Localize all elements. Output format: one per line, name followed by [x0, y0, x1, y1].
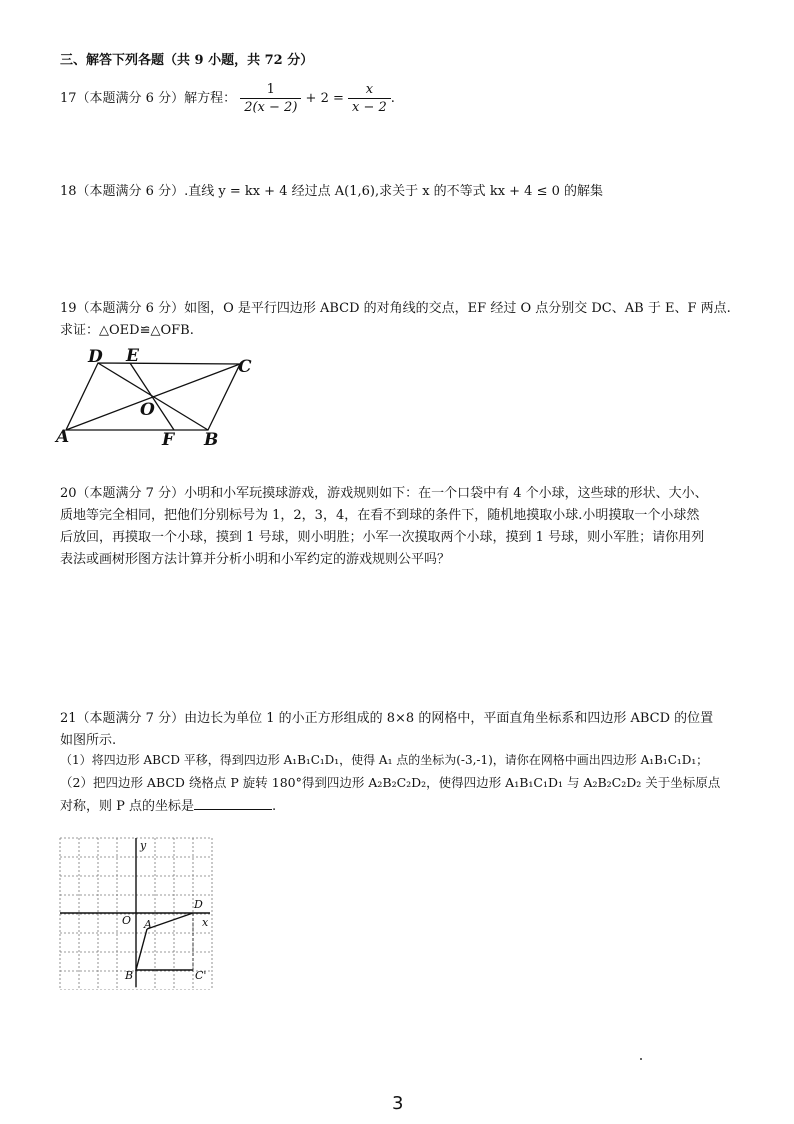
q17-frac2-denominator: x − 2 — [352, 100, 387, 115]
q21-period: . — [272, 799, 277, 814]
question-19-line-2: 求证：△OED≌△OFB. — [60, 323, 194, 338]
question-21-line-3: （1）将四边形 ABCD 平移，得到四边形 A₁B₁C₁D₁，使得 A₁ 点的坐标为(-3,-1)，请你在网格中画出四边形 A₁B₁C₁D₁； — [60, 753, 709, 767]
quadrilateral-ad — [147, 913, 193, 929]
q17-prefix: 17（本题满分 6 分）解方程： — [60, 91, 237, 106]
grid-label-a: A — [144, 918, 152, 931]
parallelogram-figure — [52, 344, 272, 452]
page-number: 3 — [392, 1093, 404, 1114]
label-o: O — [140, 400, 155, 420]
question-21-line-5 — [60, 795, 276, 814]
label-d: D — [88, 347, 103, 367]
label-a: A — [56, 427, 70, 447]
grid-label-c: C' — [195, 969, 207, 982]
coordinate-grid-figure — [56, 834, 216, 990]
label-e: E — [126, 346, 139, 366]
q17-frac1-denominator: 2(x − 2) — [244, 100, 298, 115]
q17-plus: + 2 = — [305, 91, 344, 106]
q17-frac1-numerator: 1 — [240, 82, 301, 99]
axis-label-x: x — [202, 916, 209, 929]
grid-label-b: B — [125, 969, 134, 982]
question-19-line-1: 19（本题满分 6 分）如图，O 是平行四边形 ABCD 的对角线的交点，EF 经过 O 点分别交 DC、AB 于 E、F 两点. — [60, 301, 731, 316]
q17-fraction-2 — [348, 82, 391, 115]
question-21-line-2: 如图所示. — [60, 733, 117, 748]
axis-label-y: y — [140, 839, 147, 852]
quadrilateral-abc — [136, 929, 193, 970]
label-b: B — [204, 430, 219, 450]
origin-label: O — [122, 914, 132, 927]
question-20-line-4: 表法或画树形图方法计算并分析小明和小军约定的游戏规则公平吗？ — [60, 552, 451, 567]
q21-answer-prompt: 对称，则 P 点的坐标是 — [60, 799, 195, 814]
question-20-line-3: 后放回，再摸取一个小球，摸到 1 号球，则小明胜；小军一次摸取两个小球，摸到 1 号球，则小军胜；请你用列 — [60, 530, 705, 545]
q17-fraction-1 — [240, 82, 301, 115]
q17-end: . — [390, 91, 395, 106]
question-21-line-4: （2）把四边形 ABCD 绕格点 P 旋转 180°得到四边形 A₂B₂C₂D₂，使得四边形 A₁B₁C₁D₁ 与 A₂B₂C₂D₂ 关于坐标原点 — [60, 775, 721, 790]
question-20-line-1: 20（本题满分 7 分）小明和小军玩摸球游戏，游戏规则如下：在一个口袋中有 4 个小球，这些球的形状、大小、 — [60, 486, 708, 501]
label-c: C — [238, 357, 252, 377]
scan-speck — [640, 1058, 642, 1060]
question-20-line-2: 质地等完全相同，把他们分别标号为 1，2，3，4，在看不到球的条件下，随机地摸取小球.小明摸取一个小球然 — [60, 508, 700, 523]
q17-frac2-numerator: x — [348, 82, 391, 99]
question-18: 18（本题满分 6 分）.直线 y = kx + 4 经过点 A(1,6),求关于 x 的不等式 kx + 4 ≤ 0 的解集 — [60, 184, 604, 199]
question-21-line-1: 21（本题满分 7 分）由边长为单位 1 的小正方形组成的 8×8 的网格中，平面直角坐标系和四边形 ABCD 的位置 — [60, 711, 714, 726]
answer-blank[interactable] — [194, 797, 272, 810]
question-17 — [60, 82, 395, 115]
section-title: 三、解答下列各题（共 9 小题，共 72 分） — [60, 53, 314, 68]
label-f: F — [162, 430, 175, 450]
grid-label-d: D — [194, 898, 203, 911]
